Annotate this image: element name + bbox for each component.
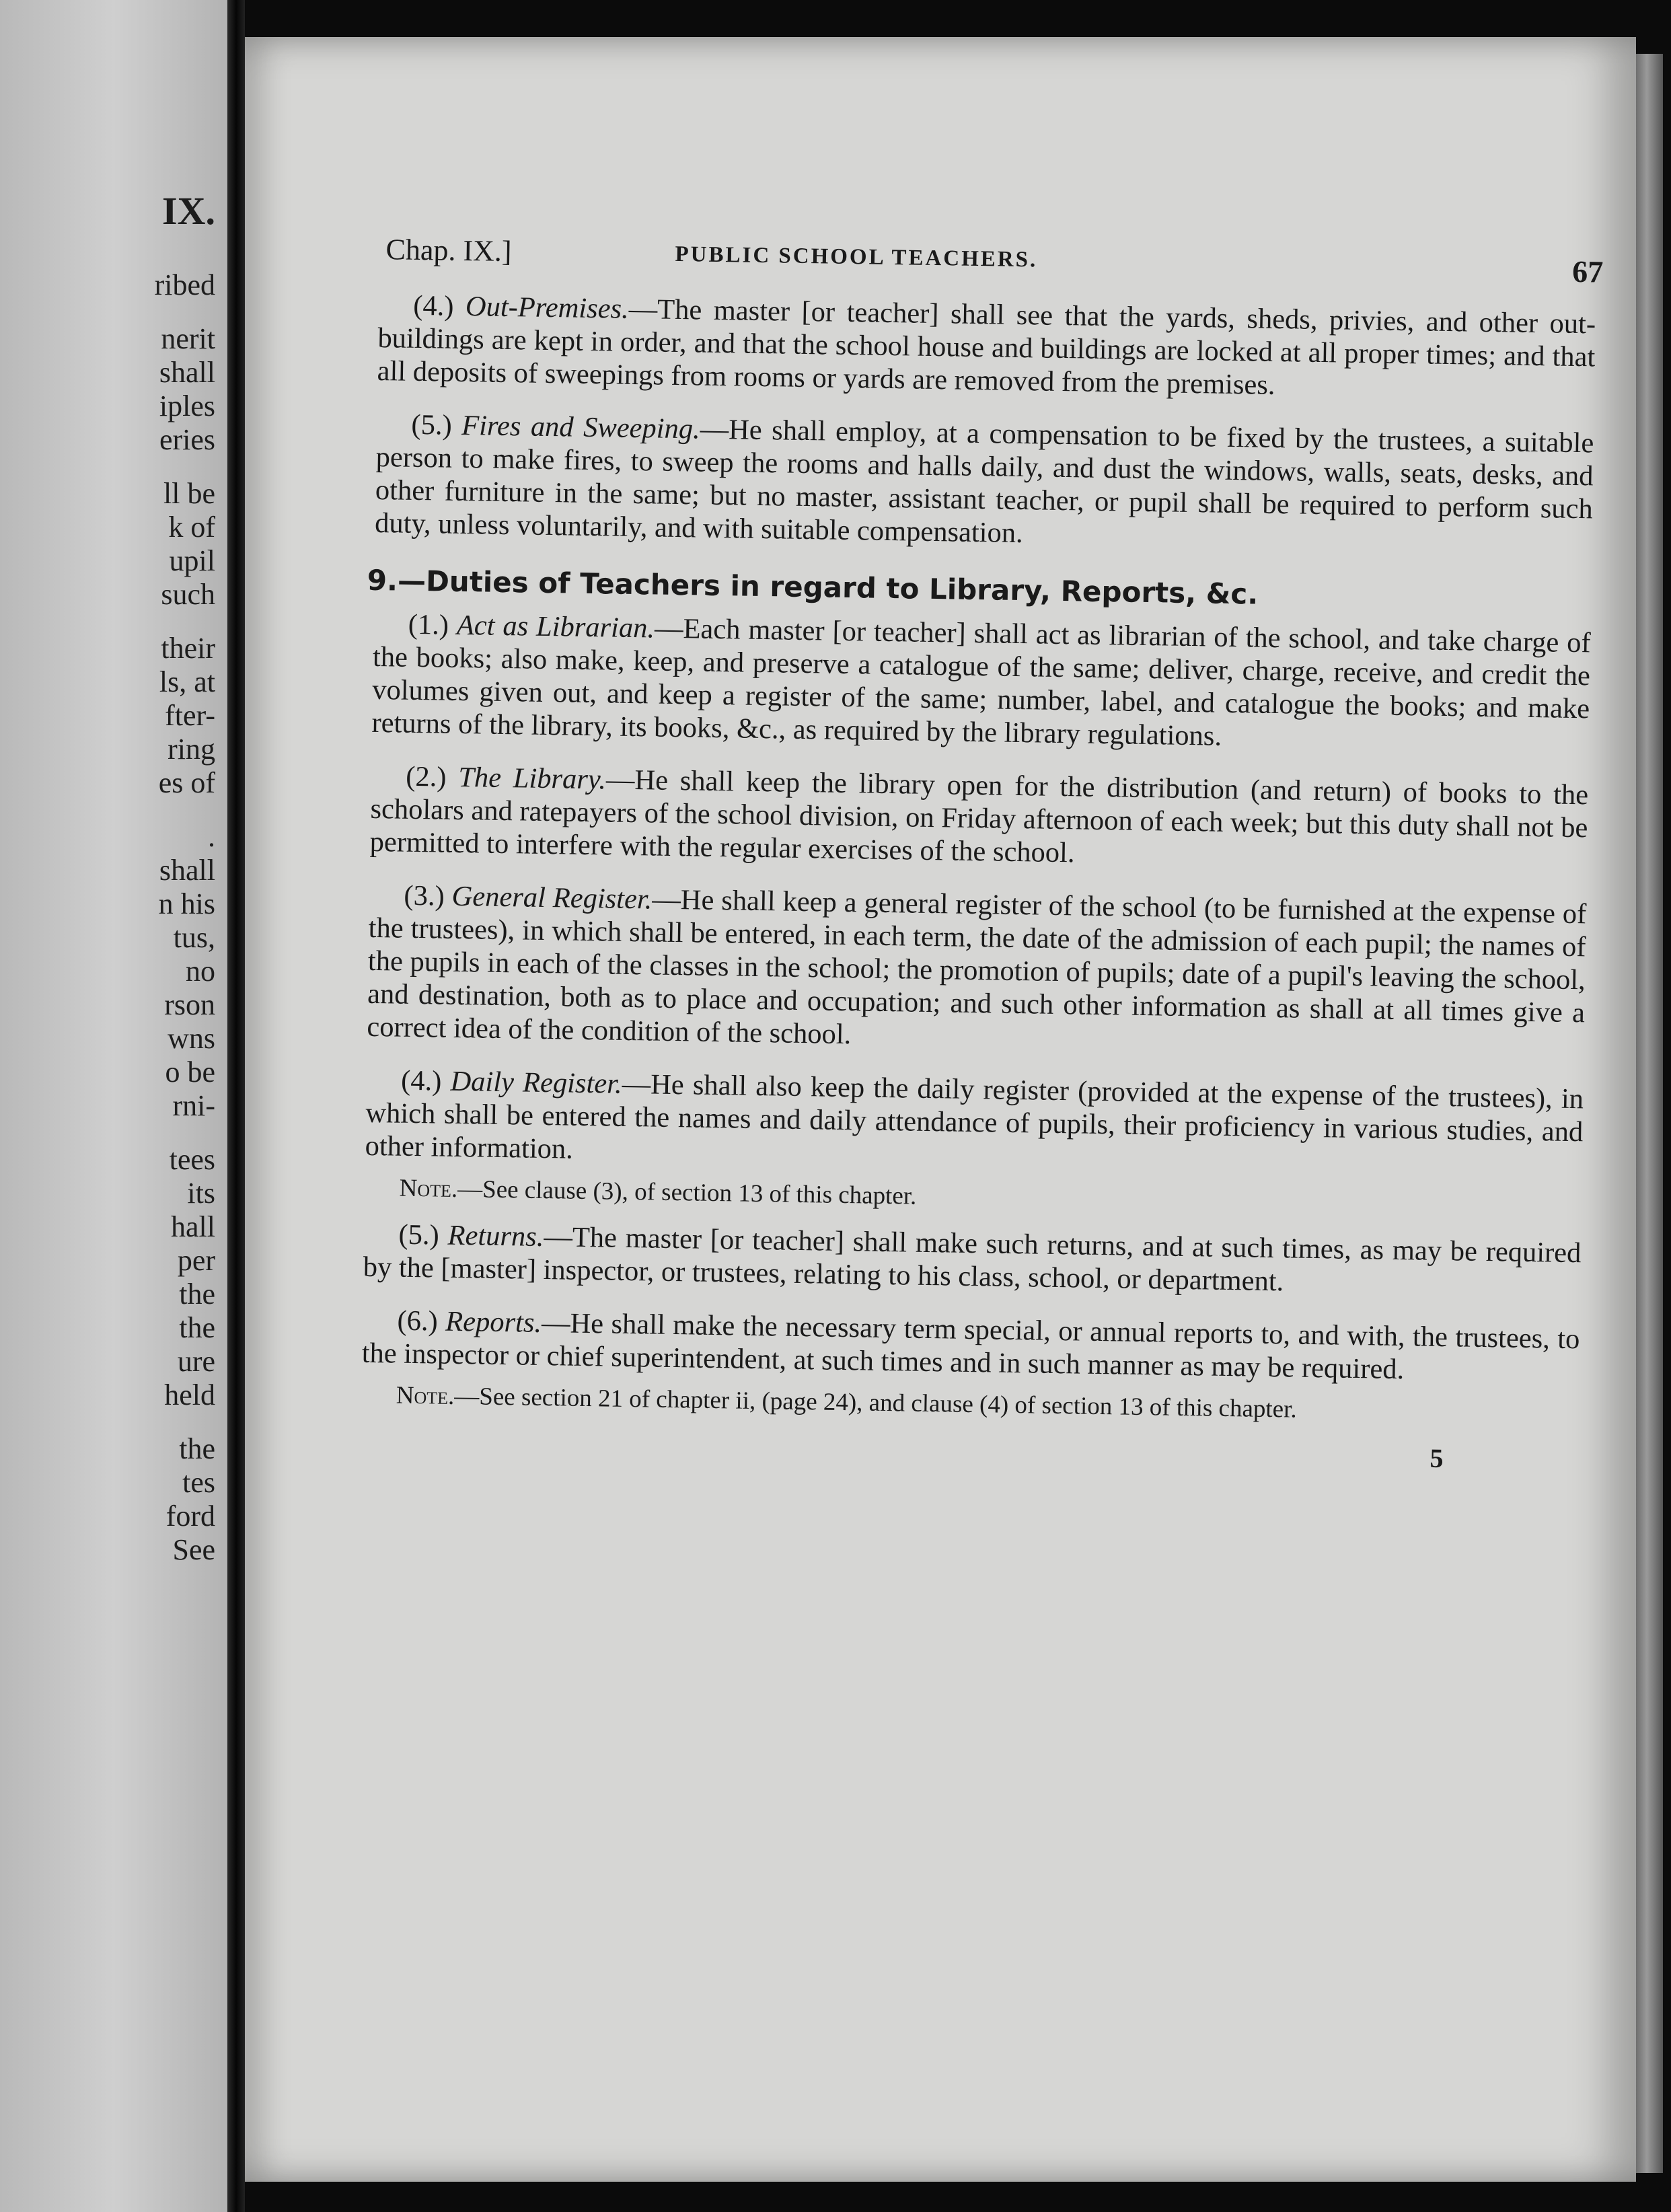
clause-text: —The master [or teacher] shall make such returns, and at such times, as may be required by the [master] inspector, or trustees, relating to his class, school, or department. xyxy=(363,1221,1582,1298)
item-returns xyxy=(363,1218,1581,1302)
note-text: —See clause (3), of section 13 of this chapter. xyxy=(457,1175,917,1210)
page-edge xyxy=(1636,54,1663,2173)
left-page-line: the xyxy=(179,1278,215,1311)
clause-title: General Register. xyxy=(451,880,653,916)
clause-text: —He shall employ, at a compensation to be fixed by the trustees, a suitable person to make fires, to sweep the rooms and halls daily, and dust the windows, walls, seats, desks, and other furniture in the same; but no master, assistant teacher, or pupil shall be required to perform such duty, unless voluntarily, and with suitable compensation. xyxy=(374,413,1594,550)
left-page-line: shall xyxy=(159,356,215,389)
left-page-line: o be xyxy=(165,1056,215,1089)
left-page-line: ure xyxy=(177,1345,215,1378)
clause-number: (5.) xyxy=(398,1218,440,1251)
clause-title: The Library. xyxy=(457,761,607,796)
left-page-line: tus, xyxy=(173,921,215,954)
header-chapter: Chap. IX.] xyxy=(385,233,512,268)
item-reports xyxy=(361,1304,1580,1389)
clause-title: Reports. xyxy=(445,1305,542,1339)
clause-title: Fires and Sweeping. xyxy=(461,409,701,445)
note-1 xyxy=(364,1173,1582,1222)
clause-title: Daily Register. xyxy=(450,1065,623,1100)
left-page-line: ls, at xyxy=(159,665,215,698)
book-page xyxy=(245,37,1636,2182)
left-page-line: n his xyxy=(158,887,215,920)
clause-number: (3.) xyxy=(404,879,445,912)
clause-title: Out-Premises. xyxy=(465,291,630,325)
item-act-as-librarian xyxy=(371,607,1591,758)
left-page-line: shall xyxy=(159,854,215,887)
left-page-line: nerit xyxy=(161,322,215,355)
note-2 xyxy=(361,1380,1578,1429)
page-number: 67 xyxy=(1571,254,1604,289)
item-daily-register xyxy=(365,1064,1584,1181)
item-general-register xyxy=(367,879,1587,1062)
paragraph-fires-sweeping xyxy=(375,408,1594,558)
section-heading: 9.—Duties of Teachers in regard to Library, Reports, &c. xyxy=(367,563,1259,611)
left-page-line: fter- xyxy=(165,699,215,732)
left-page-line: tes xyxy=(182,1466,215,1499)
left-page-line: es of xyxy=(158,766,215,799)
clause-text: —He shall keep the library open for the distribution (and return) of books to the scholars and ratepayers of the school division, on Friday afternoon of each week; but this duty shall not be permitted to interfere with the regular exercises of the school. xyxy=(369,764,1589,869)
left-page-line: no xyxy=(186,955,215,988)
left-page-line: per xyxy=(177,1244,215,1277)
clause-title: Act as Librarian. xyxy=(456,609,655,644)
left-page-line: rni- xyxy=(172,1089,215,1122)
left-page-line: . xyxy=(208,820,215,853)
left-page-line: rson xyxy=(164,988,215,1021)
clause-number: (4.) xyxy=(400,1064,442,1097)
clause-text: —He shall keep a general register of the school (to be furnished at the expense of the trustees), in which shall be entered, in each term, the date of the admission of each pupil; the names of the pupils in each of the classes in the school; the promotion of pupils; date of a pupil's leaving the school, and destination, both as to place and occupation; and such other information as shall at all times give a correct idea of the condition of the school. xyxy=(367,883,1587,1051)
left-page-line: upil xyxy=(169,544,215,577)
clause-number: (6.) xyxy=(397,1304,439,1337)
clause-number: (1.) xyxy=(408,608,449,641)
header-title: PUBLIC SCHOOL TEACHERS. xyxy=(675,242,1038,272)
left-page-line: its xyxy=(187,1177,215,1210)
clause-text: —The master [or teacher] shall see that the yards, sheds, privies, and other out-buildings are kept in order, and that the school house and buildings are locked at all proper times; and that all deposits of sweepings from rooms or yards are removed from the premises. xyxy=(377,293,1596,401)
clause-text: —He shall also keep the daily register (provided at the expense of the trustees), in which shall be entered the names and daily attendance of pupils, their proficiency in various studies, and other information. xyxy=(365,1068,1584,1165)
left-page-line: wns xyxy=(168,1022,215,1055)
running-header xyxy=(379,232,1604,298)
left-page-line: such xyxy=(161,578,215,611)
left-page-line: eries xyxy=(159,423,215,456)
left-page-line: k of xyxy=(168,511,215,544)
left-page-line: tees xyxy=(169,1143,215,1176)
page-content xyxy=(360,232,1604,1497)
item-the-library xyxy=(369,760,1588,877)
clause-text: —He shall make the necessary term special, or annual reports to, and with, the trustees, to the inspector or chief superintendent, at such times and in such manner as may be required. xyxy=(361,1306,1580,1386)
left-page-line: See xyxy=(172,1533,215,1566)
note-label: Note. xyxy=(399,1174,458,1203)
left-page-line: ribed xyxy=(154,268,215,301)
paragraph-out-premises xyxy=(377,289,1596,406)
left-page-line: their xyxy=(161,632,215,665)
left-page-line: the xyxy=(179,1432,215,1465)
clause-number: (2.) xyxy=(405,760,447,793)
left-page-line: ring xyxy=(168,733,215,766)
signature-mark: 5 xyxy=(1429,1442,1444,1474)
clause-number: (4.) xyxy=(412,289,454,322)
clause-number: (5.) xyxy=(411,408,453,441)
left-page-line: held xyxy=(164,1378,215,1411)
left-page-line: IX. xyxy=(162,189,215,233)
left-page-line: ford xyxy=(165,1500,215,1533)
left-page-line: the xyxy=(179,1311,215,1344)
clause-text: —Each master [or teacher] shall act as librarian of the school, and take charge of the books; also make, keep, and preserve a catalogue of the same; deliver, charge, receive, and credit the volumes given out, and keep a register of the same; number, label, and catalogue the books; and make returns of the library, its books, &c., as required by the library regulations. xyxy=(371,612,1591,752)
left-page-line: ll be xyxy=(163,477,215,510)
left-facing-page xyxy=(0,0,227,2212)
note-text: —See section 21 of chapter ii, (page 24), and clause (4) of section 13 of this chapter. xyxy=(454,1382,1297,1424)
clause-title: Returns. xyxy=(447,1219,544,1253)
book-gutter xyxy=(227,0,245,2212)
left-page-line: iples xyxy=(159,390,215,422)
left-page-line: hall xyxy=(171,1210,215,1243)
note-label: Note. xyxy=(396,1381,455,1410)
